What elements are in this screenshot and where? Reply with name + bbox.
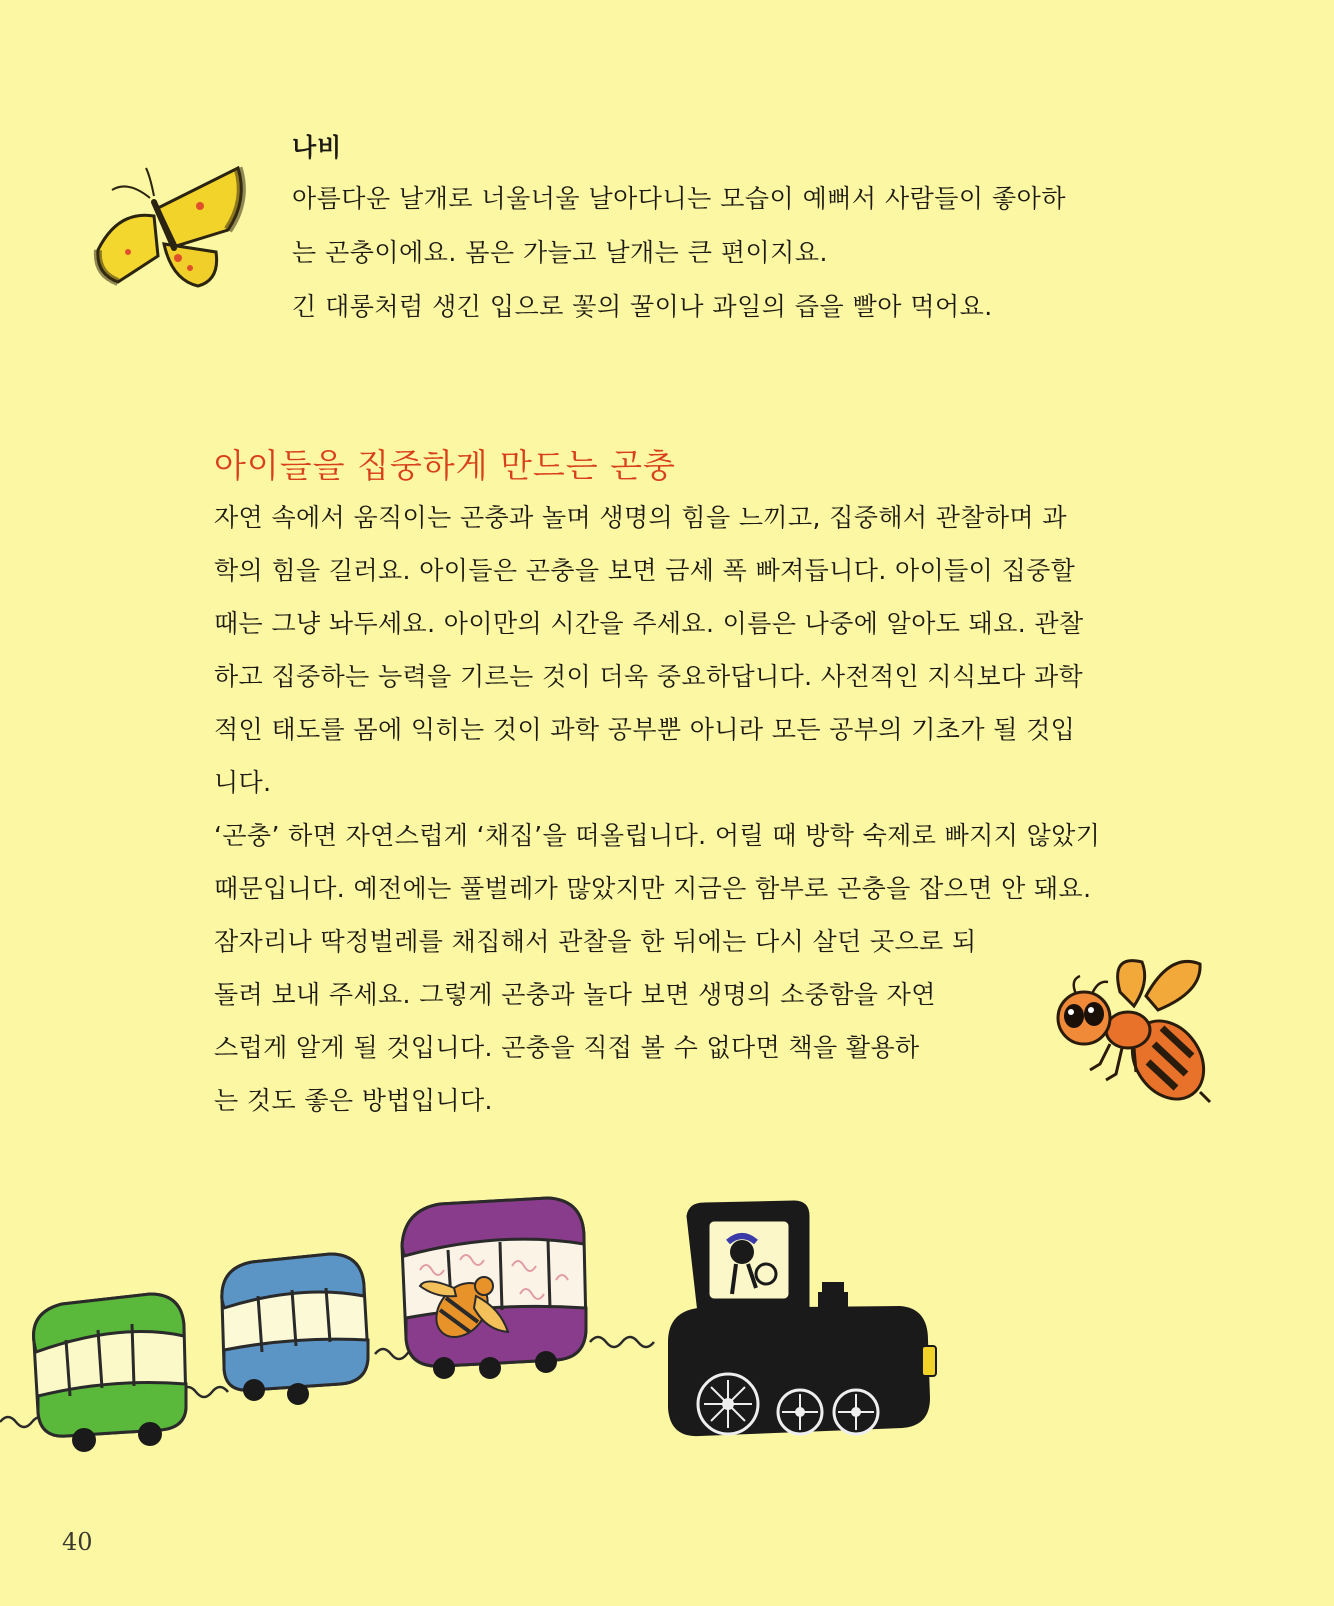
text-line: 는 것도 좋은 방법입니다. <box>214 1086 493 1115</box>
text-line: 돌려 보내 주세요. 그렇게 곤충과 놀다 보면 생명의 소중함을 자연 <box>214 980 936 1009</box>
text-line: 학의 힘을 길러요. 아이들은 곤충을 보면 금세 폭 빠져듭니다. 아이들이 집중할 <box>214 556 1076 585</box>
text-line: 때는 그냥 놔두세요. 아이만의 시간을 주세요. 이름은 나중에 알아도 돼요. 관찰 <box>214 609 1084 638</box>
text-line: 니다. <box>214 768 272 797</box>
text-line: 긴 대롱처럼 생긴 입으로 꽃의 꿀이나 과일의 즙을 빨아 먹어요. <box>292 292 993 321</box>
text-line: 하고 집중하는 능력을 기르는 것이 더욱 중요하답니다. 사전적인 지식보다 과학 <box>214 662 1084 691</box>
train-illustration <box>0 1190 960 1470</box>
text-line: 스럽게 알게 될 것입니다. 곤충을 직접 볼 수 없다면 책을 활용하 <box>214 1033 920 1062</box>
text-line: ‘곤충’ 하면 자연스럽게 ‘채집’을 떠올립니다. 어릴 때 방학 숙제로 빠지지 않았기 <box>214 821 1101 850</box>
train-locomotive <box>668 1202 936 1436</box>
text-line: 적인 태도를 몸에 익히는 것이 과학 공부뿐 아니라 모든 공부의 기초가 될 것입 <box>214 715 1076 744</box>
section-body <box>214 491 1174 1127</box>
butterfly-description <box>292 172 1172 334</box>
text-line: 는 곤충이에요. 몸은 가늘고 날개는 큰 편이지요. <box>292 238 828 267</box>
text-line: 잠자리나 딱정벌레를 채집해서 관찰을 한 뒤에는 다시 살던 곳으로 되 <box>214 927 977 956</box>
train-car-green <box>34 1294 186 1452</box>
bee-illustration <box>1050 952 1230 1122</box>
train-car-purple <box>402 1198 586 1379</box>
text-line: 때문입니다. 예전에는 풀벌레가 많았지만 지금은 함부로 곤충을 잡으면 안 돼요. <box>214 874 1092 903</box>
text-line: 아름다운 날개로 너울너울 날아다니는 모습이 예뻐서 사람들이 좋아하 <box>292 184 1066 213</box>
butterfly-heading: 나비 <box>292 133 343 162</box>
text-line: 자연 속에서 움직이는 곤충과 놀며 생명의 힘을 느끼고, 집중해서 관찰하며 과 <box>214 503 1067 532</box>
butterfly-illustration <box>88 160 253 295</box>
train-car-blue <box>222 1254 368 1405</box>
section-heading: 아이들을 집중하게 만드는 곤충 <box>214 446 676 485</box>
page-number: 40 <box>62 1528 93 1556</box>
